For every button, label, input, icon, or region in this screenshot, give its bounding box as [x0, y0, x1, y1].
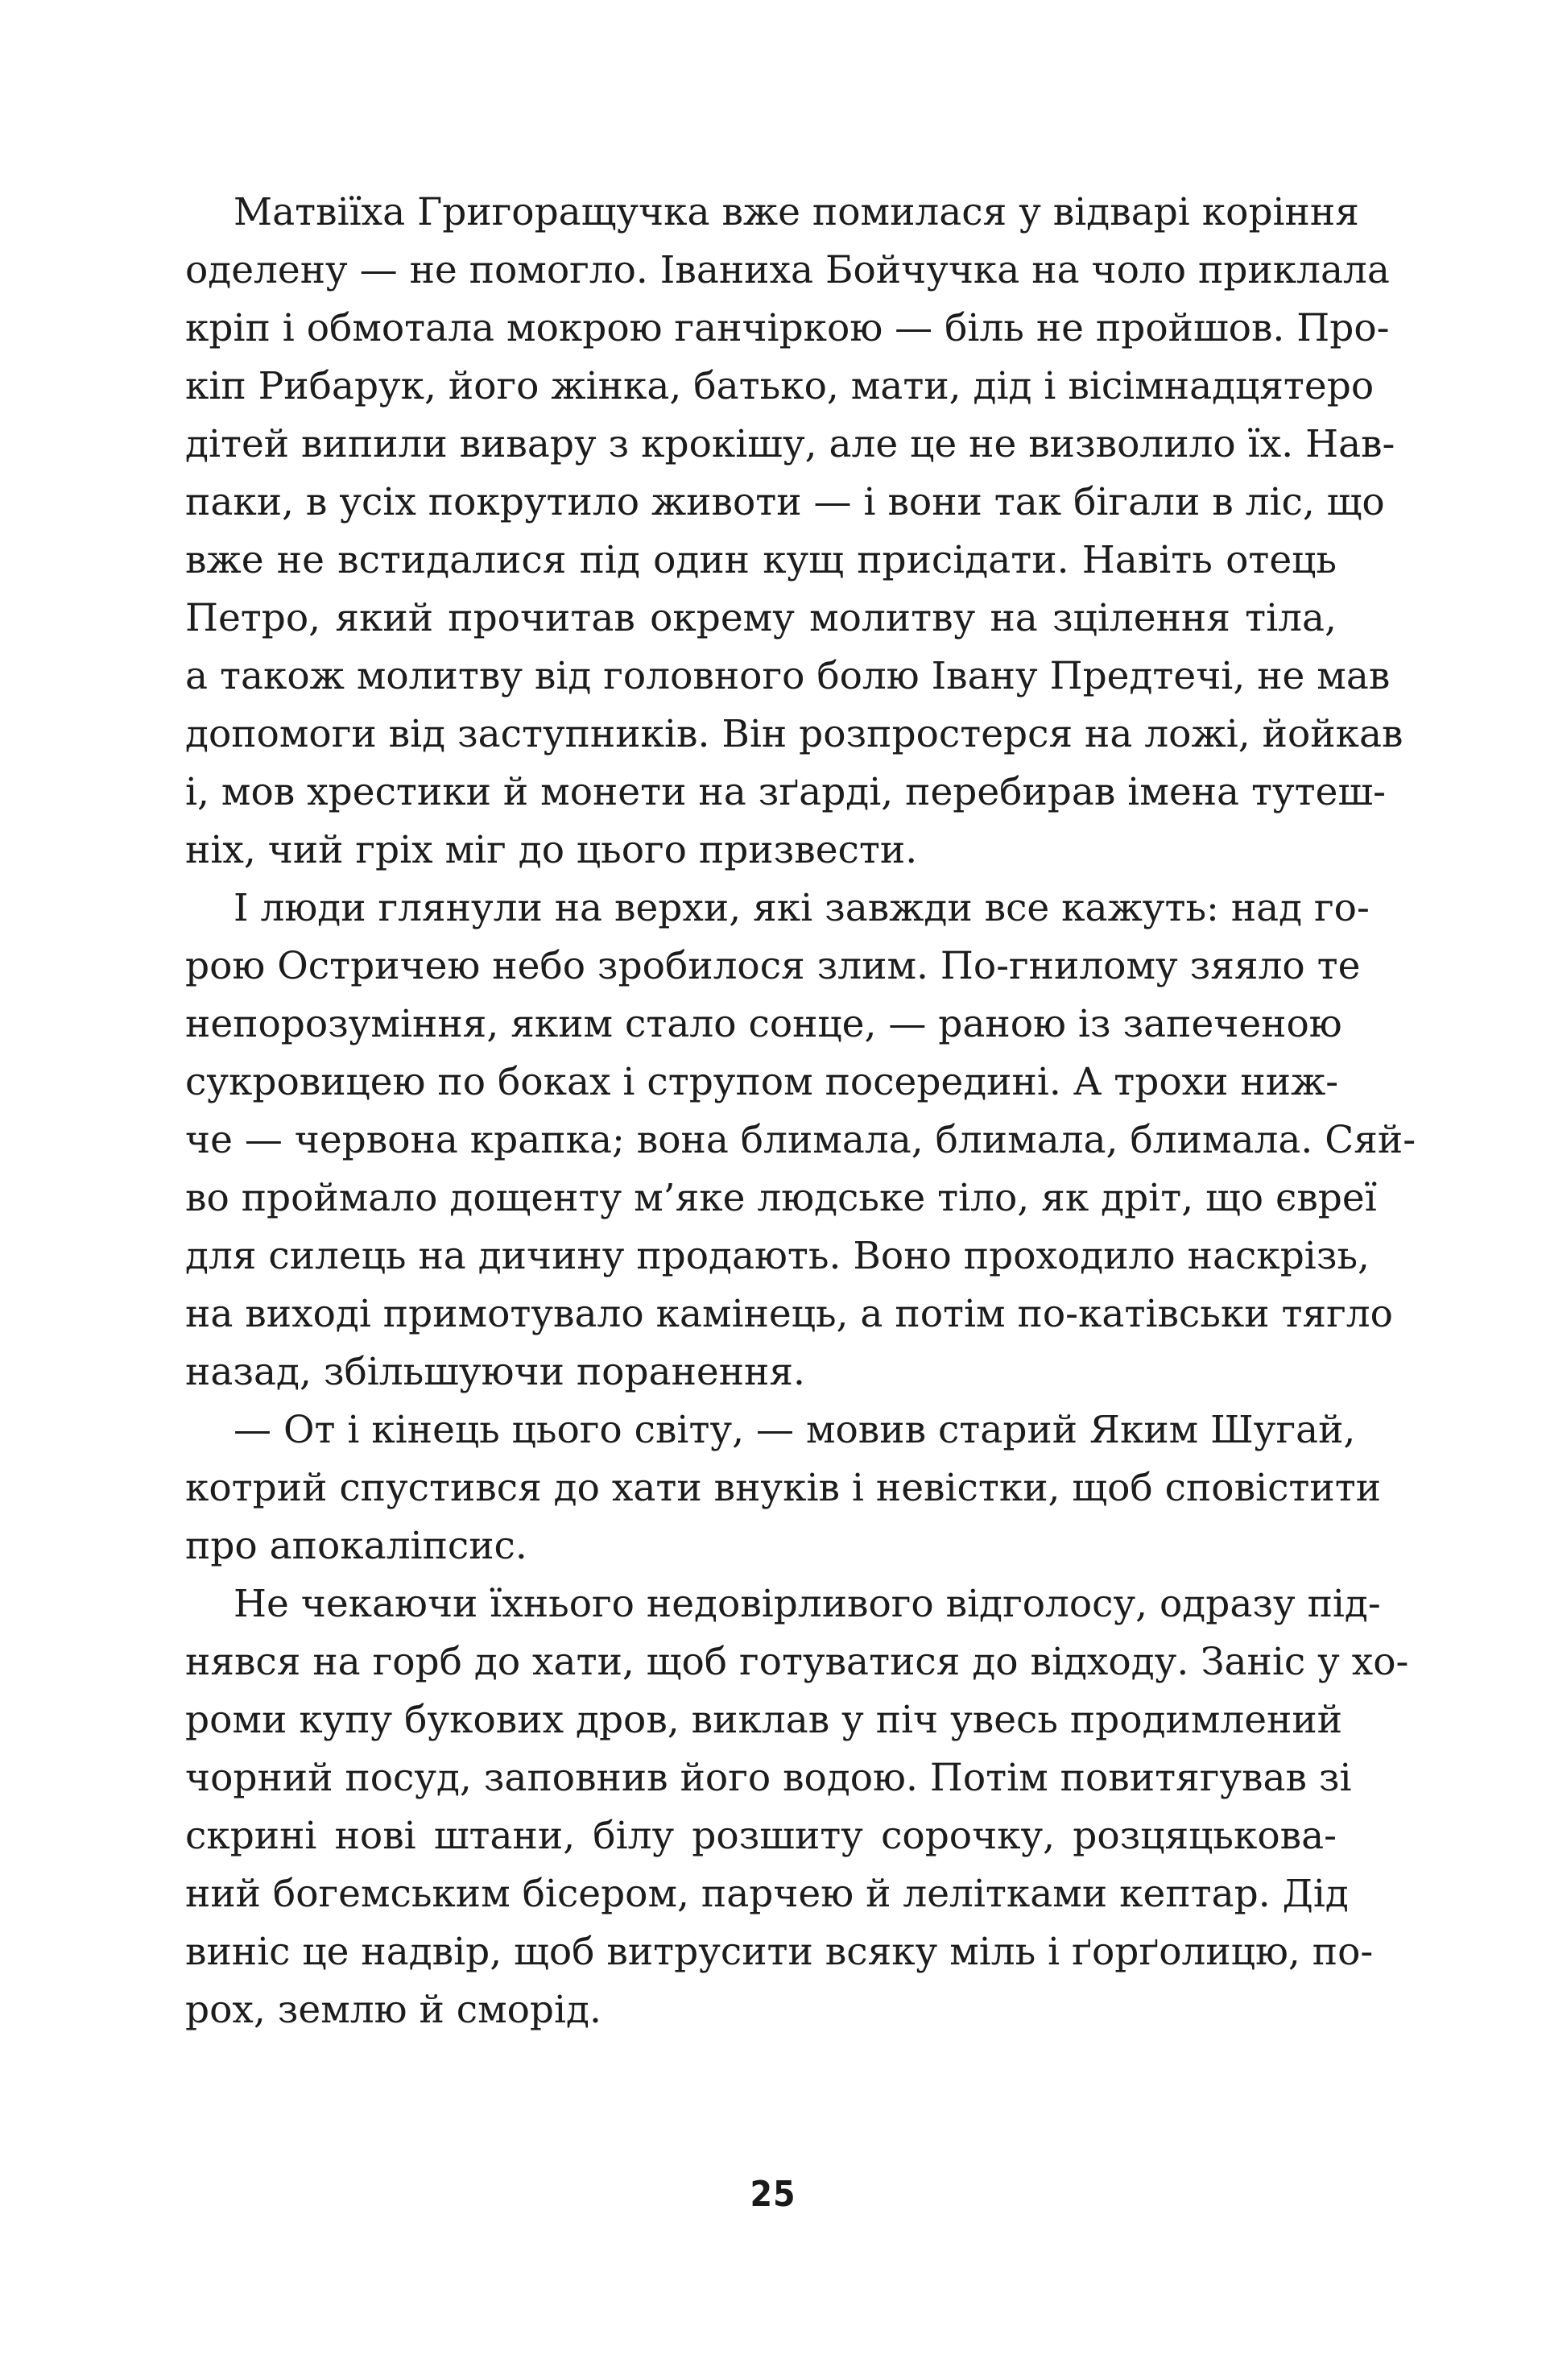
text-line: сукровицею по боках і струпом посередині. А трохи ниж-: [185, 1060, 1339, 1104]
text-line: кіп Рибарук, його жінка, батько, мати, дід і вісімнадцятеро: [185, 364, 1374, 408]
text-line: во проймало дощенту м’яке людське тіло, як дріт, що євреї: [185, 1176, 1377, 1220]
text-line: непорозуміння, яким стало сонце, — раною із запеченою: [185, 1002, 1342, 1046]
text-line: — От і кінець цього світу, — мовив старий Яким Шугай,: [234, 1408, 1356, 1452]
text-line: назад, збільшуючи поранення.: [185, 1350, 805, 1394]
text-line: скрині нові штани, білу розшиту сорочку, розцяцькова-: [185, 1814, 1337, 1858]
text-line: ний богемським бісером, парчею й лелітками кептар. Дід: [185, 1872, 1349, 1916]
text-line: Не чекаючи їхнього недовірливого відголосу, одразу під-: [234, 1582, 1381, 1626]
text-line: про апокаліпсис.: [185, 1524, 527, 1568]
text-line: допомоги від заступників. Він розпростерся на ложі, йойкав: [185, 712, 1403, 756]
text-line: чорний посуд, заповнив його водою. Потім повитягував зі: [185, 1756, 1352, 1800]
text-line: вже не встидалися під один кущ присідати. Навіть отець: [185, 538, 1337, 582]
text-line: котрий спустився до хати внуків і невістки, щоб сповістити: [185, 1466, 1382, 1510]
text-line: для силець на дичину продають. Воно проходило наскрізь,: [185, 1234, 1370, 1278]
text-line: оделену — не помогло. Іваниха Бойчучка на чоло приклала: [185, 248, 1390, 292]
text-line: кріп і обмотала мокрою ганчіркою — біль не пройшов. Про-: [185, 306, 1390, 350]
text-line: Матвіїха Григоращучка вже помилася у відварі коріння: [234, 190, 1359, 234]
text-line: ніх, чий гріх міг до цього призвести.: [185, 828, 918, 872]
text-line: і, мов хрестики й монети на зґарді, перебирав імена тутеш-: [185, 770, 1387, 814]
text-line: а також молитву від головного болю Івану Предтечі, не мав: [185, 654, 1391, 698]
paragraph-3: [185, 1401, 1382, 1575]
text-line: че — червона крапка; вона блимала, блимала, блимала. Сяй-: [185, 1118, 1416, 1162]
text-line: виніс це надвір, щоб витрусити всяку міль і ґорґолицю, по-: [185, 1930, 1374, 1974]
text-line: рою Остричею небо зробилося злим. По-гнилому зяяло те: [185, 944, 1361, 988]
paragraph-1: [185, 184, 1403, 880]
text-line: Петро, який прочитав окрему молитву на зцілення тіла,: [185, 596, 1337, 640]
body-text: [185, 184, 1416, 2039]
text-line: нявся на горб до хати, щоб готуватися до відходу. Заніс у хо-: [185, 1640, 1409, 1684]
text-line: І люди глянули на верхи, які завжди все кажуть: над го-: [234, 886, 1370, 930]
text-line: на виході примотувало камінець, а потім по-катівськи тягло: [185, 1292, 1393, 1336]
text-line: паки, в усіх покрутило животи — і вони так бігали в ліс, що: [185, 480, 1385, 524]
page-number: 25: [750, 2174, 796, 2215]
paragraph-2: [185, 880, 1416, 1401]
text-line: роми купу букових дров, виклав у піч увесь продимлений: [185, 1698, 1343, 1742]
paragraph-4: [185, 1575, 1409, 2039]
text-line: рох, землю й сморід.: [185, 1988, 601, 2032]
text-line: дітей випили вивару з крокішу, але це не визволило їх. Нав-: [185, 422, 1395, 466]
